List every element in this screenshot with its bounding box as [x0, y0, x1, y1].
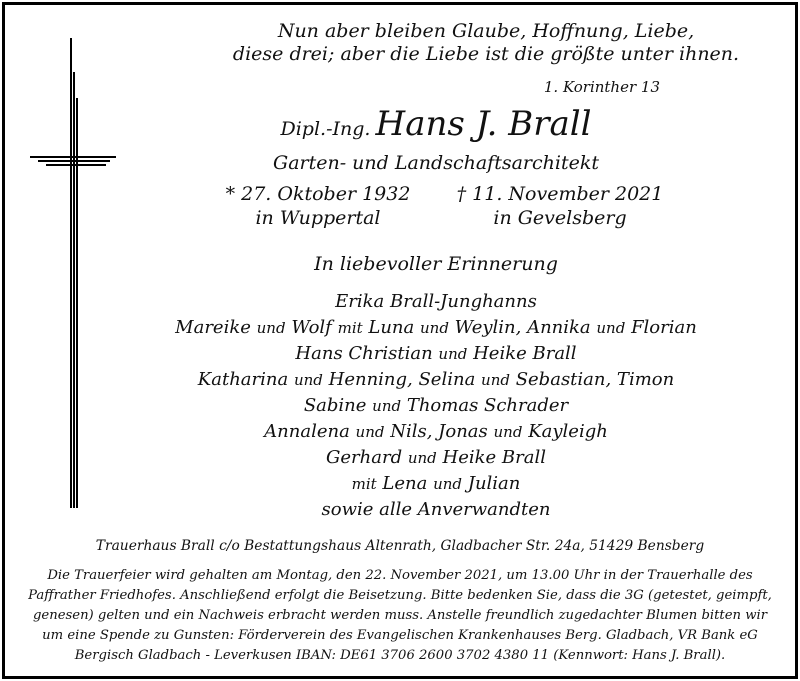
- notice-line: um eine Spende zu Gunsten: Förderverein des Evangelischen Krankenhauses Berg. Gladbach, VR Bank eG: [42, 628, 758, 643]
- notice-line: Bergisch Gladbach - Leverkusen IBAN: DE61 3706 2600 3702 4380 11 (Kennwort: Hans J. Brall).: [74, 648, 726, 663]
- death-place: in Gevelsberg: [493, 207, 627, 229]
- mourner-line: Sabine und Thomas Schrader: [303, 395, 569, 416]
- mourner-line: Hans Christian und Heike Brall: [295, 343, 577, 364]
- verse-line-2: diese drei; aber die Liebe ist die größte unter ihnen.: [232, 43, 740, 65]
- notice-line: genesen) gelten und ein Nachweis erbracht werden muss. Anstelle freundlich zugedachter Blumen bitten wir: [32, 608, 768, 623]
- mourner-line: Gerhard und Heike Brall: [326, 447, 546, 468]
- mourner-line: sowie alle Anverwandten: [321, 499, 551, 520]
- notice-line: Die Trauerfeier wird gehalten am Montag, den 22. November 2021, um 13.00 Uhr in der Trauerhalle des: [47, 568, 753, 583]
- verse-line-1: Nun aber bleiben Glaube, Hoffnung, Liebe,: [277, 20, 695, 42]
- mourner-line: Annalena und Nils, Jonas und Kayleigh: [264, 421, 608, 442]
- notice-line: Paffrather Friedhofes. Anschließend erfolgt die Beisetzung. Bitte bedenken Sie, dass die 3G (getestet, geimpft,: [28, 588, 772, 603]
- address: Trauerhaus Brall c/o Bestattungshaus Altenrath, Gladbacher Str. 24a, 51429 Bensberg: [95, 538, 705, 554]
- profession: Garten- und Landschaftsarchitekt: [273, 152, 599, 174]
- deceased-name-block: [36, 104, 800, 144]
- mourner-line: Mareike und Wolf mit Luna und Weylin, Annika und Florian: [175, 317, 697, 338]
- death-date: † 11. November 2021: [456, 183, 664, 205]
- mourner-line: mit Lena und Julian: [351, 473, 521, 494]
- deceased-name: Hans J. Brall: [375, 104, 592, 144]
- mourner-line: Katharina und Henning, Selina und Sebastian, Timon: [197, 369, 675, 390]
- mourner-line: Erika Brall-Junghanns: [335, 291, 537, 312]
- birth-place: in Wuppertal: [255, 207, 381, 229]
- remembrance-heading: In liebevoller Erinnerung: [314, 253, 558, 275]
- verse-source: 1. Korinther 13: [543, 78, 660, 96]
- birth-date: * 27. Oktober 1932: [225, 183, 411, 205]
- title-prefix: Dipl.-Ing.: [280, 118, 371, 140]
